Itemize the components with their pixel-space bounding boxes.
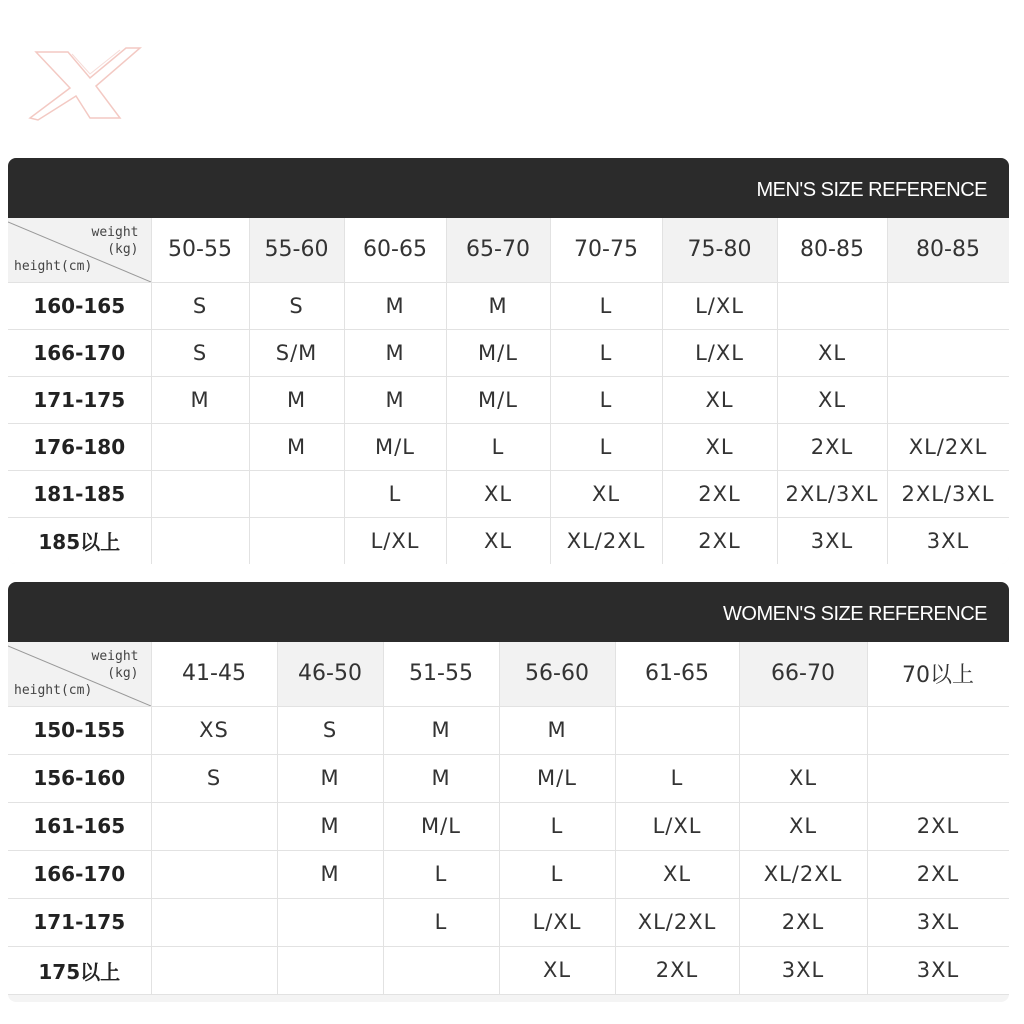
- size-cell: S: [151, 329, 249, 376]
- men-table-header: [8, 158, 1009, 218]
- size-cell: M: [151, 376, 249, 423]
- weight-col-header: 70-75: [550, 218, 662, 282]
- table-row: [8, 946, 1009, 994]
- size-cell: [277, 946, 383, 994]
- size-cell: 3XL: [887, 517, 1009, 564]
- size-cell: M: [277, 802, 383, 850]
- brand-logo-icon: [28, 44, 152, 122]
- table-row: [8, 329, 1009, 376]
- size-cell: [615, 706, 739, 754]
- women-table-header: [8, 582, 1009, 642]
- size-cell: L: [383, 898, 499, 946]
- weight-col-header: 55-60: [249, 218, 344, 282]
- size-cell: M/L: [446, 376, 550, 423]
- women-weight-header-row: [8, 642, 1009, 706]
- weight-col-header: 56-60: [499, 642, 615, 706]
- weight-col-header: 41-45: [151, 642, 277, 706]
- size-cell: L/XL: [344, 517, 446, 564]
- size-cell: M/L: [446, 329, 550, 376]
- size-cell: L: [499, 850, 615, 898]
- size-cell: M: [344, 329, 446, 376]
- size-cell: L: [550, 376, 662, 423]
- size-cell: M: [249, 423, 344, 470]
- kg-label: (kg): [107, 242, 139, 257]
- size-cell: 3XL: [867, 946, 1009, 994]
- table-row: [8, 470, 1009, 517]
- size-cell: L: [550, 423, 662, 470]
- size-cell: 2XL/3XL: [887, 470, 1009, 517]
- size-cell: [151, 517, 249, 564]
- size-cell: M: [344, 282, 446, 329]
- size-cell: 2XL: [662, 470, 777, 517]
- size-cell: M: [277, 754, 383, 802]
- table-row: [8, 850, 1009, 898]
- size-cell: [151, 423, 249, 470]
- weight-col-header: 51-55: [383, 642, 499, 706]
- size-cell: S/M: [249, 329, 344, 376]
- size-cell: L: [550, 282, 662, 329]
- size-cell: [777, 282, 887, 329]
- size-cell: 2XL: [615, 946, 739, 994]
- size-cell: 2XL: [777, 423, 887, 470]
- size-cell: XL: [777, 376, 887, 423]
- size-cell: XL: [446, 517, 550, 564]
- height-row-header: 185以上: [8, 517, 151, 564]
- size-cell: [867, 754, 1009, 802]
- size-cell: L/XL: [615, 802, 739, 850]
- size-cell: XS: [151, 706, 277, 754]
- size-cell: [383, 946, 499, 994]
- size-cell: L: [499, 802, 615, 850]
- size-cell: [151, 850, 277, 898]
- size-cell: M: [249, 376, 344, 423]
- size-cell: [151, 802, 277, 850]
- size-cell: 2XL: [662, 517, 777, 564]
- size-cell: XL: [739, 802, 867, 850]
- size-cell: L: [446, 423, 550, 470]
- men-size-grid: [8, 218, 1009, 564]
- height-label: height(cm): [14, 682, 93, 698]
- table-row: [8, 517, 1009, 564]
- size-cell: S: [277, 706, 383, 754]
- size-cell: XL: [662, 376, 777, 423]
- size-cell: L: [344, 470, 446, 517]
- size-cell: [249, 470, 344, 517]
- weight-col-header: 70以上: [867, 642, 1009, 706]
- weight-col-header: 80-85: [777, 218, 887, 282]
- height-row-header: 181-185: [8, 470, 151, 517]
- table-row: [8, 898, 1009, 946]
- size-cell: S: [249, 282, 344, 329]
- size-cell: [249, 517, 344, 564]
- size-cell: L: [550, 329, 662, 376]
- men-size-table: [8, 158, 1009, 564]
- weight-col-header: 60-65: [344, 218, 446, 282]
- men-corner-cell: [8, 218, 151, 282]
- size-cell: 2XL/3XL: [777, 470, 887, 517]
- weight-col-header: 65-70: [446, 218, 550, 282]
- size-cell: XL: [499, 946, 615, 994]
- size-cell: [151, 898, 277, 946]
- size-cell: XL: [777, 329, 887, 376]
- size-cell: 3XL: [777, 517, 887, 564]
- size-cell: XL: [662, 423, 777, 470]
- size-cell: 3XL: [739, 946, 867, 994]
- women-size-grid: [8, 642, 1009, 995]
- table-row: [8, 376, 1009, 423]
- height-row-header: 150-155: [8, 706, 151, 754]
- weight-col-header: 50-55: [151, 218, 249, 282]
- size-cell: XL/2XL: [887, 423, 1009, 470]
- size-cell: [739, 706, 867, 754]
- size-cell: [151, 946, 277, 994]
- height-row-header: 166-170: [8, 850, 151, 898]
- size-cell: M: [446, 282, 550, 329]
- weight-col-header: 46-50: [277, 642, 383, 706]
- weight-label: weight: [91, 225, 139, 240]
- weight-col-header: 80-85: [887, 218, 1009, 282]
- women-size-table: [8, 582, 1009, 1002]
- size-cell: M: [277, 850, 383, 898]
- size-cell: 2XL: [867, 850, 1009, 898]
- height-row-header: 161-165: [8, 802, 151, 850]
- weight-col-header: 75-80: [662, 218, 777, 282]
- size-cell: M/L: [499, 754, 615, 802]
- size-cell: [151, 470, 249, 517]
- size-cell: M: [383, 706, 499, 754]
- height-row-header: 171-175: [8, 376, 151, 423]
- table-row: [8, 754, 1009, 802]
- size-cell: M: [383, 754, 499, 802]
- size-cell: XL: [739, 754, 867, 802]
- size-cell: L/XL: [662, 282, 777, 329]
- table-row: [8, 282, 1009, 329]
- size-cell: [887, 282, 1009, 329]
- weight-col-header: 66-70: [739, 642, 867, 706]
- height-row-header: 175以上: [8, 946, 151, 994]
- size-cell: XL: [550, 470, 662, 517]
- table-row: [8, 706, 1009, 754]
- size-cell: L: [615, 754, 739, 802]
- weight-col-header: 61-65: [615, 642, 739, 706]
- size-cell: [887, 376, 1009, 423]
- size-cell: M/L: [344, 423, 446, 470]
- weight-label: weight: [91, 649, 139, 664]
- kg-label: (kg): [107, 666, 139, 681]
- height-row-header: 156-160: [8, 754, 151, 802]
- size-cell: S: [151, 282, 249, 329]
- size-cell: [277, 898, 383, 946]
- size-cell: M/L: [383, 802, 499, 850]
- size-cell: 2XL: [867, 802, 1009, 850]
- size-cell: 2XL: [739, 898, 867, 946]
- size-cell: L/XL: [499, 898, 615, 946]
- height-label: height(cm): [14, 258, 93, 274]
- table-row: [8, 802, 1009, 850]
- women-table-title: WOMEN'S SIZE REFERENCE: [723, 603, 987, 625]
- size-cell: L/XL: [662, 329, 777, 376]
- size-cell: XL/2XL: [739, 850, 867, 898]
- men-table-title: MEN'S SIZE REFERENCE: [756, 179, 987, 201]
- height-row-header: 171-175: [8, 898, 151, 946]
- size-cell: XL: [615, 850, 739, 898]
- size-cell: [867, 706, 1009, 754]
- height-row-header: 166-170: [8, 329, 151, 376]
- height-row-header: 176-180: [8, 423, 151, 470]
- women-corner-cell: [8, 642, 151, 706]
- size-cell: XL: [446, 470, 550, 517]
- size-cell: M: [499, 706, 615, 754]
- size-cell: L: [383, 850, 499, 898]
- size-cell: M: [344, 376, 446, 423]
- men-weight-header-row: [8, 218, 1009, 282]
- height-row-header: 160-165: [8, 282, 151, 329]
- size-cell: XL/2XL: [550, 517, 662, 564]
- size-cell: XL/2XL: [615, 898, 739, 946]
- size-cell: [887, 329, 1009, 376]
- size-cell: S: [151, 754, 277, 802]
- size-cell: 3XL: [867, 898, 1009, 946]
- table-row: [8, 423, 1009, 470]
